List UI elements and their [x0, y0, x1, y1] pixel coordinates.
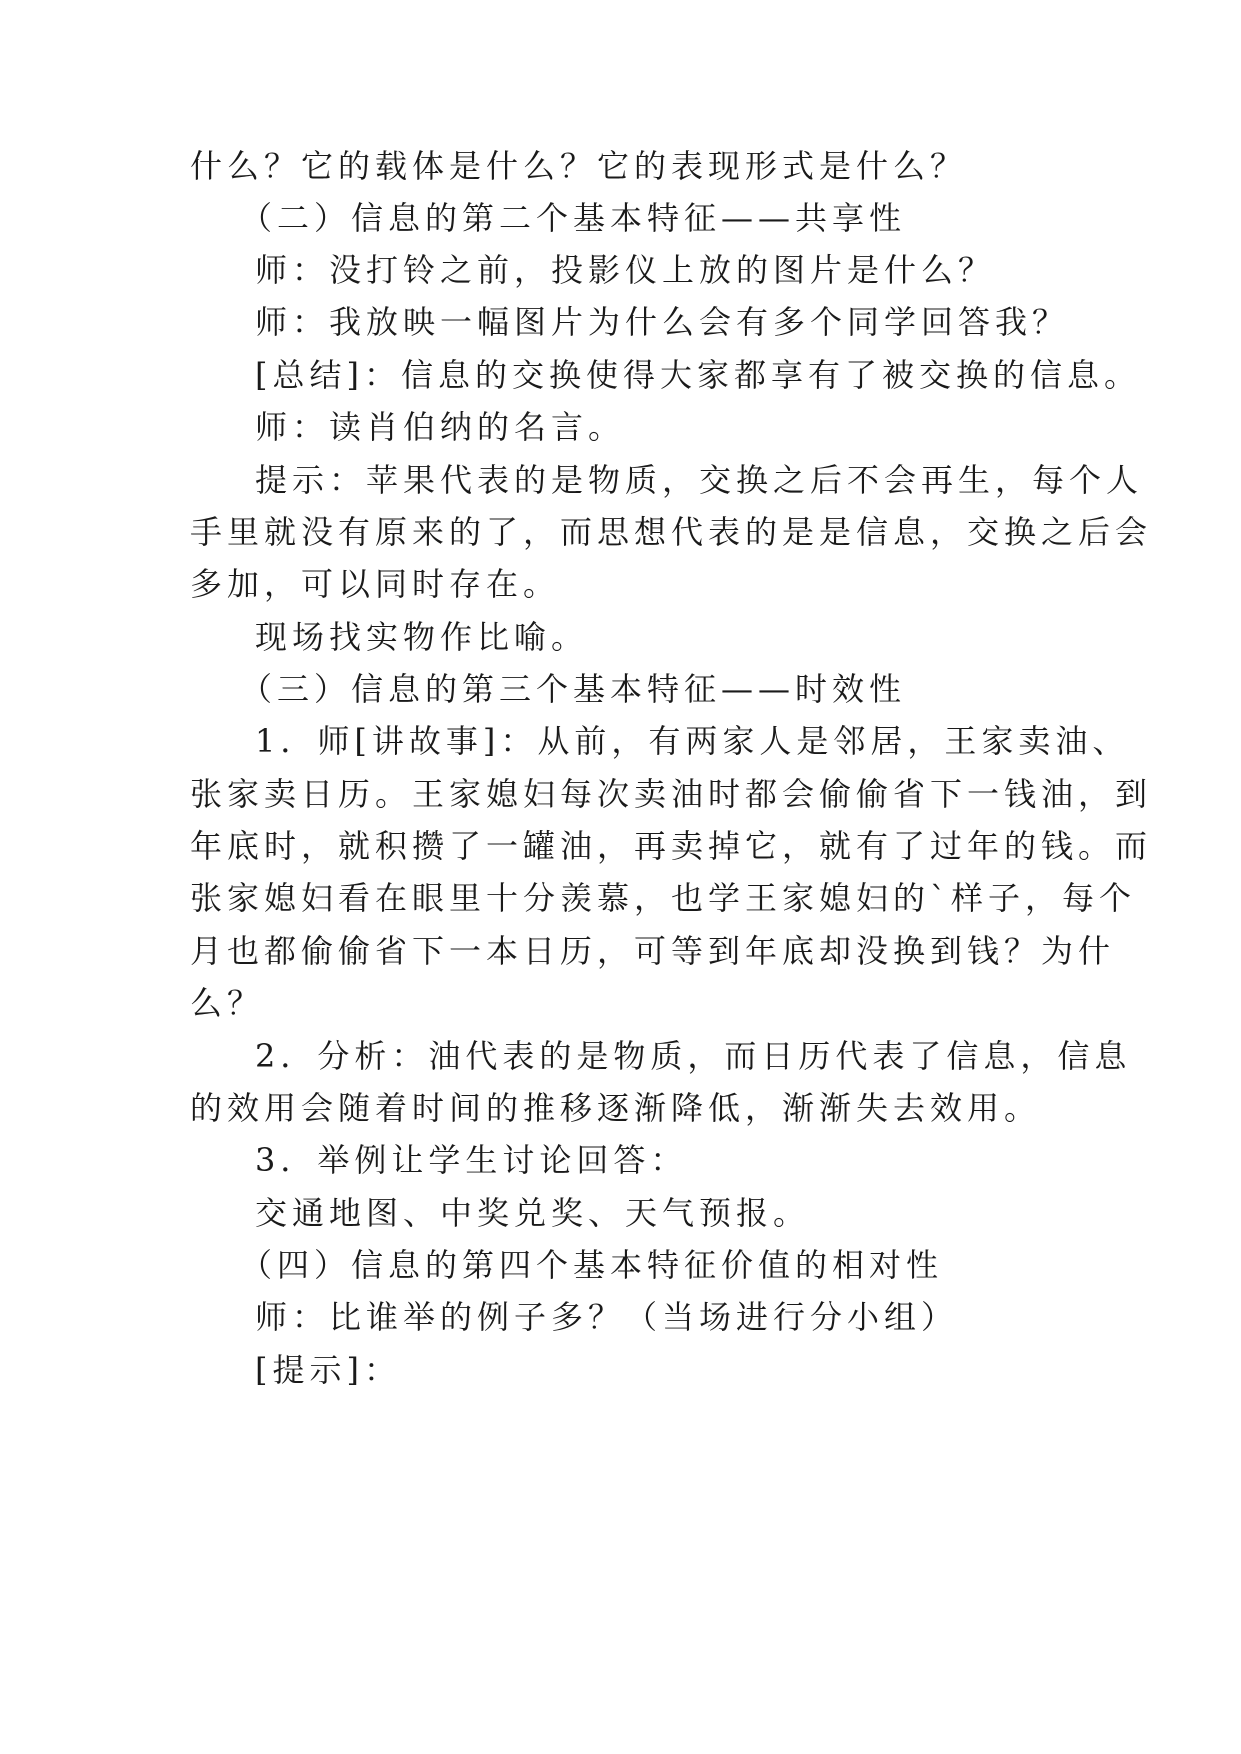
text-line: 师：读肖伯纳的名言。	[255, 408, 626, 446]
section-heading-2: （二）信息的第二个基本特征——共享性	[240, 199, 907, 237]
section-heading-3: （三）信息的第三个基本特征——时效性	[240, 670, 907, 708]
section-heading-4: （四）信息的第四个基本特征价值的相对性	[240, 1246, 944, 1284]
text-line: 交通地图、中奖兑奖、天气预报。	[255, 1194, 811, 1232]
text-line: [总结]：信息的交换使得大家都享有了被交换的信息。	[255, 356, 1141, 394]
text-line: 多加，可以同时存在。	[190, 565, 561, 603]
text-line: [提示]：	[255, 1351, 401, 1389]
text-line: 张家卖日历。王家媳妇每次卖油时都会偷偷省下一钱油，到	[190, 775, 1153, 813]
text-line: 么？	[190, 984, 265, 1022]
text-line: 张家媳妇看在眼里十分羡慕，也学王家媳妇的`样子，每个	[190, 879, 1137, 917]
text-line: 3．举例让学生讨论回答：	[255, 1141, 688, 1179]
text-line: 提示：苹果代表的是物质，交换之后不会再生，每个人	[255, 461, 1144, 499]
text-line: 的效用会随着时间的推移逐渐降低，渐渐失去效用。	[190, 1089, 1042, 1127]
text-line: 师：没打铃之前，投影仪上放的图片是什么？	[255, 251, 996, 289]
text-line: 师：比谁举的例子多？（当场进行分小组）	[255, 1298, 959, 1336]
text-line: 什么？它的载体是什么？它的表现形式是什么？	[190, 147, 968, 185]
text-line: 1．师[讲故事]：从前，有两家人是邻居，王家卖油、	[255, 722, 1130, 760]
text-line: 现场找实物作比喻。	[255, 618, 589, 656]
text-line: 2．分析：油代表的是物质，而日历代表了信息，信息	[255, 1037, 1132, 1075]
text-line: 师：我放映一幅图片为什么会有多个同学回答我？	[255, 303, 1070, 341]
text-line: 手里就没有原来的了，而思想代表的是是信息，交换之后会	[190, 513, 1153, 551]
text-line: 年底时，就积攒了一罐油，再卖掉它，就有了过年的钱。而	[190, 827, 1153, 865]
text-line: 月也都偷偷省下一本日历，可等到年底却没换到钱？为什	[190, 932, 1116, 970]
